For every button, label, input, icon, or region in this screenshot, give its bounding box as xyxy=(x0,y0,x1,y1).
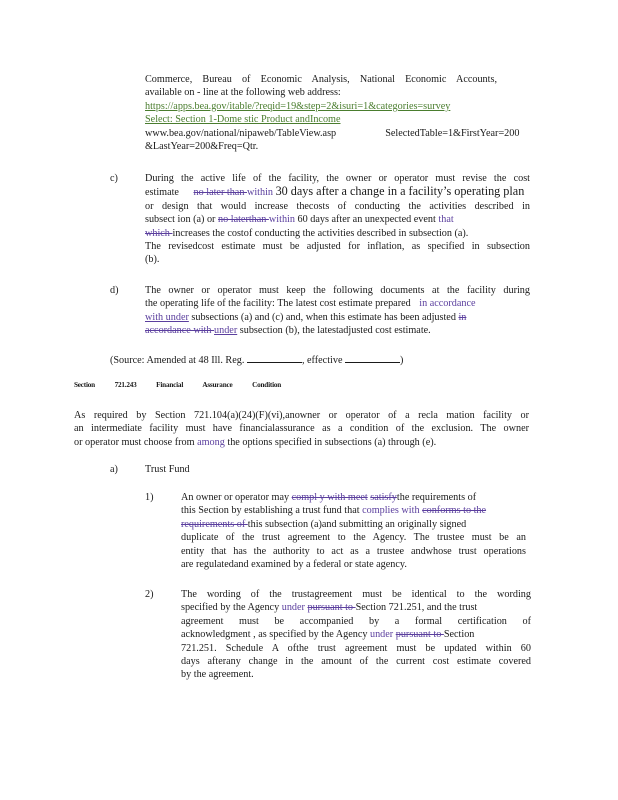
d-line-2 xyxy=(145,297,530,310)
p1-line-3 xyxy=(181,518,526,531)
section-title-word: Financial xyxy=(156,381,184,389)
p2-line-3: agreement must be accompanied by a formal certification of xyxy=(181,615,531,627)
deleted-text: accordance with xyxy=(145,325,215,337)
p2-text: Section xyxy=(443,629,475,641)
p2-line-1: The wording of the trustagreement must be identical to the wording xyxy=(181,589,531,600)
d-text: subsections (a) and (c) and, when this estimate has been adjusted xyxy=(191,311,456,323)
intro2-line-1: As required by Section 721.104(a)(24)(F)(vi),anowner or operator of a recla mation facility or xyxy=(74,410,529,421)
inserted-text: under xyxy=(369,629,394,641)
section-title-word: Condition xyxy=(252,381,282,389)
intro-line: available on - line at the following web address: xyxy=(145,87,341,99)
c-text: subsect ion (a) or xyxy=(145,214,216,226)
p2-line-2 xyxy=(181,601,531,614)
d-line-4 xyxy=(145,324,530,337)
deleted-text: no laterthan xyxy=(218,214,269,226)
c-text: estimate xyxy=(145,187,179,199)
p2-line-7: by the agreement. xyxy=(181,669,254,681)
inserted-text: under xyxy=(214,325,238,337)
c-line-1: During the active life of the facility, the owner or operator must revise the cost xyxy=(145,173,530,184)
section-heading xyxy=(74,381,299,389)
p1-line-5: entity that has the authority to act as a trustee andwhose trust operations xyxy=(181,545,526,557)
subsection-a-title: Trust Fund xyxy=(145,464,190,475)
p1-line-6: are regulatedand examined by a federal or state agency. xyxy=(181,559,407,571)
subsection-d-text xyxy=(145,284,530,338)
inserted-text: within xyxy=(246,187,274,199)
inserted-text: within xyxy=(268,214,295,226)
deleted-text: satisfy xyxy=(370,492,397,503)
p2-line-5: 721.251. Schedule A ofthe trust agreement must be updated within 60 xyxy=(181,642,531,654)
paragraph-2-text xyxy=(181,588,531,682)
deleted-text: in xyxy=(458,311,467,323)
p1-line-2 xyxy=(181,504,526,517)
inserted-text: among xyxy=(197,436,225,448)
bea-link-2[interactable]: Select: Section 1-Dome stic Product andIncome xyxy=(145,114,341,126)
inserted-text: complies with xyxy=(362,505,420,517)
c-line-2 xyxy=(145,185,530,199)
p1-line-4: duplicate of the trust agreement to the Agency. The trustee must be an xyxy=(181,532,526,544)
intro2-line-3 xyxy=(74,436,529,449)
d-text: the operating life of the facility: The latest cost estimate prepared xyxy=(145,298,411,310)
paragraph-2-label: 2) xyxy=(145,589,154,600)
p2-text: specified by the Agency xyxy=(181,602,280,614)
intro-reference xyxy=(145,73,520,153)
subsection-c-label: c) xyxy=(110,173,118,184)
intro-line: Commerce, Bureau of Economic Analysis, National Economic Accounts, xyxy=(145,74,497,85)
deleted-text: requirements of xyxy=(181,518,248,530)
source-text: (Source: Amended at 48 Ill. Reg. xyxy=(110,355,245,366)
bea-link-1[interactable]: https://apps.bea.gov/itable/?reqid=19&step=2&isuri=1&categories=survey xyxy=(145,100,451,112)
subsection-d-label: d) xyxy=(110,285,119,296)
inserted-text: under xyxy=(281,602,305,614)
c-line-3: or design that would increase thecosts of conducting the activities described in xyxy=(145,200,530,212)
inserted-text: in accordance xyxy=(419,298,476,310)
inserted-emphasis-text: 30 days after a change in a facility’s operating plan xyxy=(275,184,525,199)
p1-text: this Section by establishing a trust fund that xyxy=(181,505,360,517)
section-intro xyxy=(74,409,529,449)
source-text: , effective xyxy=(301,355,343,366)
p2-text: Section 721.251, and the trust xyxy=(355,602,478,614)
p2-line-6: days afterany change in the amount of the current cost estimate covered xyxy=(181,656,531,668)
deleted-text: conforms to the xyxy=(422,505,487,517)
c-line-7: (b). xyxy=(145,254,160,266)
p1-text: the requirements of xyxy=(396,492,477,503)
section-word: Section xyxy=(74,381,95,389)
p1-text: An owner or operator may xyxy=(181,492,290,503)
deleted-text: pursuant to xyxy=(307,602,356,614)
p1-text: this subsection (a)and submitting an originally signed xyxy=(247,518,467,530)
paragraph-1-label: 1) xyxy=(145,492,154,503)
intro2-text: the options specified in subsections (a) through (e). xyxy=(227,436,437,448)
section-title-word: Assurance xyxy=(202,381,233,389)
p2-text: acknowledgment , as specified by the Agency xyxy=(181,629,368,641)
d-text: subsection (b), the latestadjusted cost estimate. xyxy=(239,325,431,337)
inserted-text: with under xyxy=(145,311,189,323)
inserted-text: that xyxy=(438,214,454,226)
section-number: 721.243 xyxy=(114,381,137,389)
p1-line-1 xyxy=(181,491,526,504)
deleted-text: which xyxy=(145,227,173,239)
d-line-1: The owner or operator must keep the following documents at the facility during xyxy=(145,285,530,296)
register-volume-blank[interactable] xyxy=(247,353,302,363)
intro2-line-2: an intermediate facility must have financialassurance as a condition of the exclusion. The owner xyxy=(74,423,529,435)
bea-link-3-part-a[interactable]: www.bea.gov/national/nipaweb/TableView.asp xyxy=(145,127,337,139)
bea-link-3-part-b[interactable]: SelectedTable=1&FirstYear=200 xyxy=(385,127,520,139)
source-text: ) xyxy=(400,355,404,366)
paragraph-1-text xyxy=(181,491,526,571)
p2-line-4 xyxy=(181,628,531,641)
deleted-text: no later than xyxy=(193,187,247,199)
source-note xyxy=(110,353,403,367)
bea-link-3[interactable] xyxy=(145,127,520,140)
bea-link-4[interactable]: &LastYear=200&Freq=Qtr. xyxy=(145,141,259,153)
c-text: 60 days after an unexpected event xyxy=(297,214,436,226)
d-line-3 xyxy=(145,311,530,324)
c-line-4 xyxy=(145,213,530,226)
c-line-5 xyxy=(145,227,530,240)
effective-date-blank[interactable] xyxy=(345,353,400,363)
c-line-6: The revisedcost estimate must be adjusted for inflation, as specified in subsection xyxy=(145,241,530,253)
c-text: increases the costof conducting the activities described in subsection (a). xyxy=(172,227,469,239)
intro2-text: or operator must choose from xyxy=(74,436,195,448)
subsection-c-text xyxy=(145,172,530,267)
subsection-a-label: a) xyxy=(110,464,118,475)
deleted-text: pursuant to xyxy=(395,629,444,641)
deleted-text: compl y with meet xyxy=(291,492,368,503)
